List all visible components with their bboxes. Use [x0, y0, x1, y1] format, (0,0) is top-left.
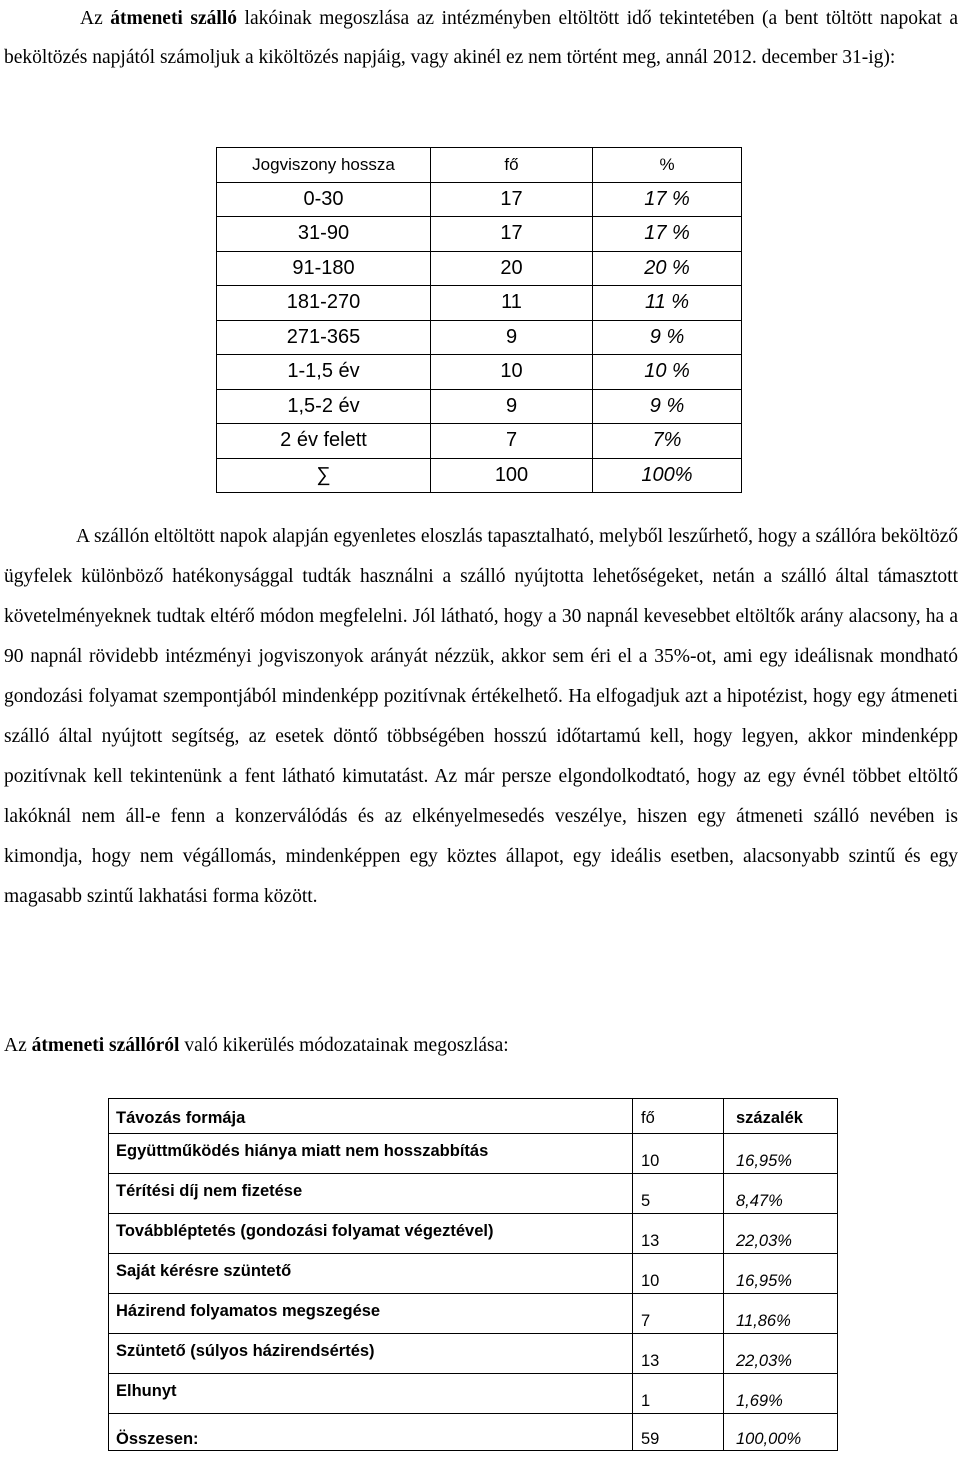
total-label-cell: Összesen:	[109, 1414, 633, 1451]
header-cell: %	[593, 148, 742, 183]
count-cell: 11	[431, 286, 593, 321]
intro-paragraph-1: Az átmeneti szálló lakóinak megoszlása az intézményben eltöltött idő tekintetében (a bent töltött napokat a beköltözés napjától számoljuk a kiköltözés napjáig, vagy akinél ez nem történt meg, annál 2012. december 31-ig):	[4, 8, 958, 68]
count-cell: 100	[431, 458, 593, 493]
reason-cell: Térítési díj nem fizetése	[109, 1174, 633, 1214]
header-cell: százalék	[724, 1099, 838, 1134]
percent-cell: 10 %	[593, 355, 742, 390]
duration-cell: 91-180	[217, 251, 431, 286]
duration-cell: 31-90	[217, 217, 431, 252]
reason-cell: Továbbléptetés (gondozási folyamat végeztével)	[109, 1214, 633, 1254]
intro-bold-term: átmeneti szálló	[110, 8, 237, 29]
percent-cell: 9 %	[593, 389, 742, 424]
reason-cell: Együttműködés hiánya miatt nem hosszabbítás	[109, 1134, 633, 1174]
table-row	[217, 389, 742, 424]
count-cell: 20	[431, 251, 593, 286]
header-cell: Jogviszony hossza	[217, 148, 431, 183]
table-row	[109, 1334, 838, 1374]
percent-cell: 11,86%	[724, 1294, 838, 1334]
count-cell: 7	[431, 424, 593, 459]
table-row	[109, 1134, 838, 1174]
percent-cell: 100,00%	[724, 1414, 838, 1451]
table-header-row	[217, 148, 742, 183]
duration-cell: 271-365	[217, 320, 431, 355]
count-cell: 9	[431, 320, 593, 355]
table-row	[217, 182, 742, 217]
percent-cell: 11 %	[593, 286, 742, 321]
stay-duration-table	[216, 147, 742, 493]
percent-cell: 100%	[593, 458, 742, 493]
table-total-row	[217, 458, 742, 493]
percent-cell: 16,95%	[724, 1134, 838, 1174]
count-cell: 13	[633, 1334, 724, 1374]
count-cell: 13	[633, 1214, 724, 1254]
table-row	[217, 286, 742, 321]
count-cell: 10	[633, 1254, 724, 1294]
header-cell: Távozás formája	[109, 1099, 633, 1134]
count-cell: 9	[431, 389, 593, 424]
count-cell: 10	[431, 355, 593, 390]
count-cell: 7	[633, 1294, 724, 1334]
reason-cell: Elhunyt	[109, 1374, 633, 1414]
duration-cell: 1-1,5 év	[217, 355, 431, 390]
table-row	[109, 1254, 838, 1294]
percent-cell: 1,69%	[724, 1374, 838, 1414]
header-cell: fő	[431, 148, 593, 183]
duration-cell: 181-270	[217, 286, 431, 321]
sum-symbol-cell: ∑	[217, 458, 431, 493]
table-row	[217, 355, 742, 390]
table-header-row	[109, 1099, 838, 1134]
table-total-row	[109, 1414, 838, 1451]
percent-cell: 9 %	[593, 320, 742, 355]
intro-bold-term: átmeneti szállóról	[31, 1035, 180, 1056]
count-cell: 1	[633, 1374, 724, 1414]
count-cell: 17	[431, 182, 593, 217]
table-row	[109, 1374, 838, 1414]
reason-cell: Házirend folyamatos megszegése	[109, 1294, 633, 1334]
percent-cell: 20 %	[593, 251, 742, 286]
count-cell: 17	[431, 217, 593, 252]
departure-mode-table	[108, 1098, 838, 1451]
percent-cell: 17 %	[593, 217, 742, 252]
duration-cell: 2 év felett	[217, 424, 431, 459]
table-row	[109, 1174, 838, 1214]
percent-cell: 22,03%	[724, 1214, 838, 1254]
reason-cell: Szüntető (súlyos házirendsértés)	[109, 1334, 633, 1374]
count-cell: 59	[633, 1414, 724, 1451]
table-row	[109, 1294, 838, 1334]
analysis-paragraph: A szállón eltöltött napok alapján egyenletes eloszlás tapasztalható, melyből leszűrhető, hogy a szállóra beköltöző ügyfelek különböző hatékonysággal tudták használni a szálló nyújtotta lehetőségeket, netán a szálló által támasztott követelményeknek tudtak eltérő módon megfelelni. Jól látható, hogy a 30 napnál kevesebbet eltöltők arány alacsony, ha a 90 napnál rövidebb intézményi jogviszonyok arányát nézzük, akkor sem éri el a 35%-ot, ami egy ideálisnak mondható gondozási folyamat szempontjából mindenképp pozitívnak értékelhető. Ha elfogadjuk azt a hipotézist, hogy egy átmeneti szálló által nyújtott segítség, az esetek döntő többségében hosszú időtartamú kell, hogy legyen, akkor mindenképp pozitívnak kell tekintenünk a fent látható kimutatást. Az már persze elgondolkodtató, hogy az egy évnél többet eltöltő lakóknál nem áll-e fenn a konzerválódás és az elkényelmesedés veszélye, hiszen egy átmeneti szálló nevében is kimondja, hogy nem végállomás, mindenképpen egy köztes állapot, egy ideális esetben, alacsonyabb szintű és egy magasabb szintű lakhatási forma között.	[4, 526, 958, 907]
percent-cell: 17 %	[593, 182, 742, 217]
header-cell: fő	[633, 1099, 724, 1134]
count-cell: 10	[633, 1134, 724, 1174]
table-row	[217, 217, 742, 252]
count-cell: 5	[633, 1174, 724, 1214]
table-row	[109, 1214, 838, 1254]
percent-cell: 16,95%	[724, 1254, 838, 1294]
percent-cell: 7%	[593, 424, 742, 459]
duration-cell: 1,5-2 év	[217, 389, 431, 424]
table-row	[217, 320, 742, 355]
table-row	[217, 424, 742, 459]
table-row	[217, 251, 742, 286]
percent-cell: 22,03%	[724, 1334, 838, 1374]
duration-cell: 0-30	[217, 182, 431, 217]
percent-cell: 8,47%	[724, 1174, 838, 1214]
reason-cell: Saját kérésre szüntető	[109, 1254, 633, 1294]
intro-paragraph-2: Az átmeneti szállóról való kikerülés módozatainak megoszlása:	[4, 1035, 509, 1056]
